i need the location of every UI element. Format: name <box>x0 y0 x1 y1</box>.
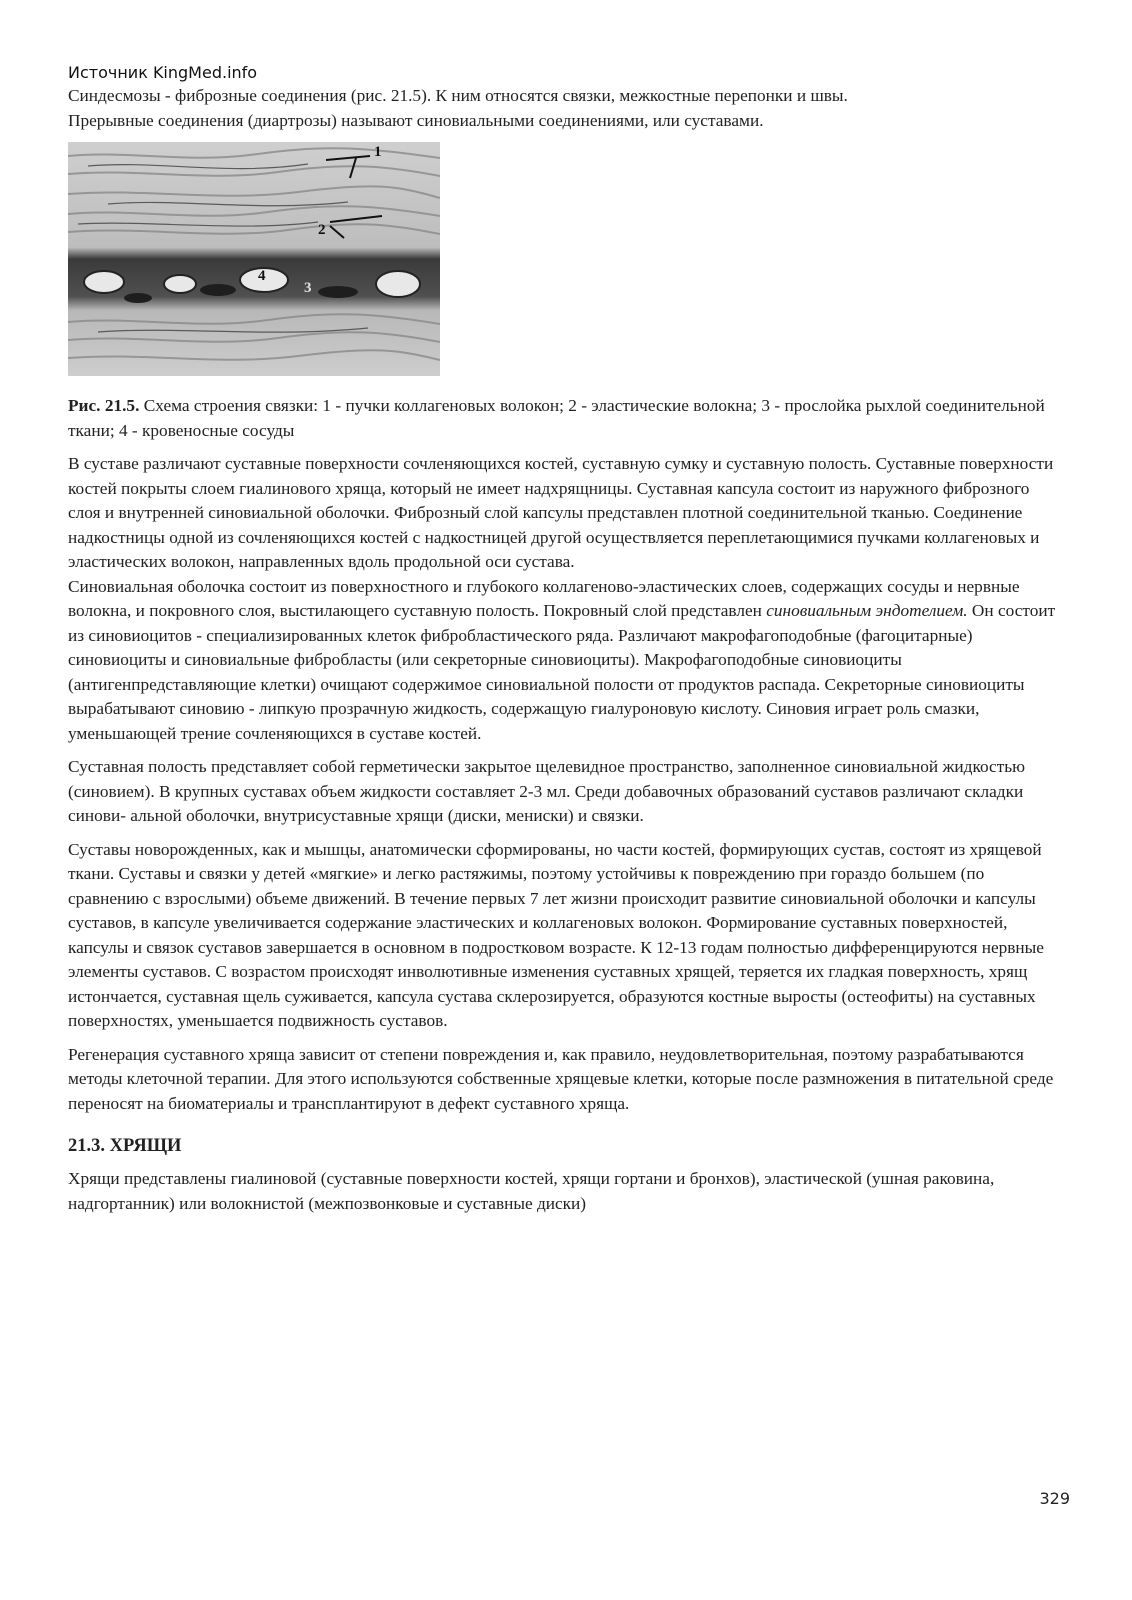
joint-paragraph: В суставе различают суставные поверхности сочленяющихся костей, суставную сумку и суставную полость. Суставные поверхности костей покрыты слоем гиалинового хряща, который не имеет надхрящницы. Суставная капсула состоит из наружного фиброзного слоя и внутренней синовиальной оболочки. Фиброзный слой капсулы представлен плотной соединительной тканью. Соединение надкостницы одной из сочленяющихся костей с надкостницей другой осуществляется переплетающимися пучками коллагеновых и эластических волокон, направленных вдоль продольной оси сустава. <box>68 454 1054 571</box>
synovial-endothelium-term: синовиальным эндотелием. <box>766 601 968 620</box>
intro-paragraph-1: Синдесмозы - фиброзные соединения (рис. 21.5). К ним относятся связки, межкостные перепонки и швы. <box>68 86 848 105</box>
regeneration-paragraph: Регенерация суставного хряща зависит от степени повреждения и, как правило, неудовлетворительная, поэтому разрабатываются методы клеточной терапии. Для этого используются собственные хрящевые клетки, которые после размножения в питательной среде переносят на биоматериалы и трансплантируют в дефект суставного хряща. <box>68 1044 1054 1113</box>
cavity-paragraph: Суставная полость представляет собой герметически закрытое щелевидное пространство, заполненное синовиальной жидкостью (синовием). В крупных суставах объем жидкости составляет 2-3 мл. Среди добавочных образований суставов различают складки синови- альной оболочки, внутрисуставные хрящи (диски, мениски) и связки. <box>68 757 1026 825</box>
intro-paragraph-2: Прерывные соединения (диартрозы) называют синовиальными соединениями, или суставами. <box>68 110 764 130</box>
synovial-text-b: Он состоит из синовиоцитов - специализированных клеток фибробластического ряда. Различают макрофагоподобные (фагоцитарные) синовиоциты и синовиальные фибробласты (или секреторные синовиоциты). Макрофагоподобные синовиоциты (антигенпредставляющие клетки) очищают содержимое синовиальной полости от продуктов распада. Секреторные синовиоциты вырабатывают синовию - липкую прозрачную жидкость, содержащую гиалуроновую кислоту. Синовия играет роль смазки, уменьшающей трение сочленяющихся в суставе костей. <box>68 601 1056 743</box>
newborn-paragraph: Суставы новорожденных, как и мышцы, анатомически сформированы, но части костей, формирующих сустав, состоят из хрящевой ткани. Суставы и связки у детей «мягкие» и легко растяжимы, поэтому устойчивы к повреждению при гораздо большем (по сравнению с взрослыми) объеме движений. В течение первых 7 лет жизни происходит развитие синовиальной оболочки и капсулы суставов, в капсуле увеличивается содержание эластических и коллагеновых волокон. Формирование суставных поверхностей, капсулы и связок суставов завершается в основном в подростковом возрасте. К 12-13 годам полностью дифференцируются нервные элементы суставов. С возрастом происходят инволютивные изменения суставных хрящей, теряется их гладкая поверхность, хрящ истончается, суставная щель суживается, капсула сустава склерозируется, образуются костные выросты (остеофиты) на суставных поверхностях, уменьшается подвижность суставов. <box>68 839 1044 1030</box>
figure-label-1: 1 <box>374 144 382 160</box>
figure-caption <box>68 394 1064 443</box>
document-page <box>68 62 1064 1216</box>
figure-label-3: 3 <box>304 280 312 296</box>
synovial-text-a: Синовиальная оболочка состоит из поверхностного и глубокого коллагеново-эластических слоев, содержащих сосуды и нервные волокна, и покровного слоя, выстилающего суставную полость. Покровный слой представлен <box>68 576 1020 620</box>
figure-label-2: 2 <box>318 222 326 238</box>
figure-label-4: 4 <box>258 268 266 284</box>
figure-caption-text: Схема строения связки: 1 - пучки коллагеновых волокон; 2 - эластические волокна; 3 - прослойка рыхлой соединительной ткани; 4 - кровеносные сосуды <box>68 396 1045 440</box>
page-number: 329 <box>1039 1489 1070 1508</box>
section-heading: 21.3. ХРЯЩИ <box>68 1136 182 1156</box>
ligament-micrograph <box>68 142 440 376</box>
source-header: Источник KingMed.info <box>68 63 258 82</box>
figure-caption-lead: Рис. 21.5. <box>68 396 140 415</box>
cartilage-paragraph: Хрящи представлены гиалиновой (суставные поверхности костей, хрящи гортани и бронхов), эластической (ушная раковина, надгортанник) или волокнистой (межпозвонковые и суставные диски) <box>68 1169 995 1213</box>
synovial-paragraph <box>68 575 1064 747</box>
